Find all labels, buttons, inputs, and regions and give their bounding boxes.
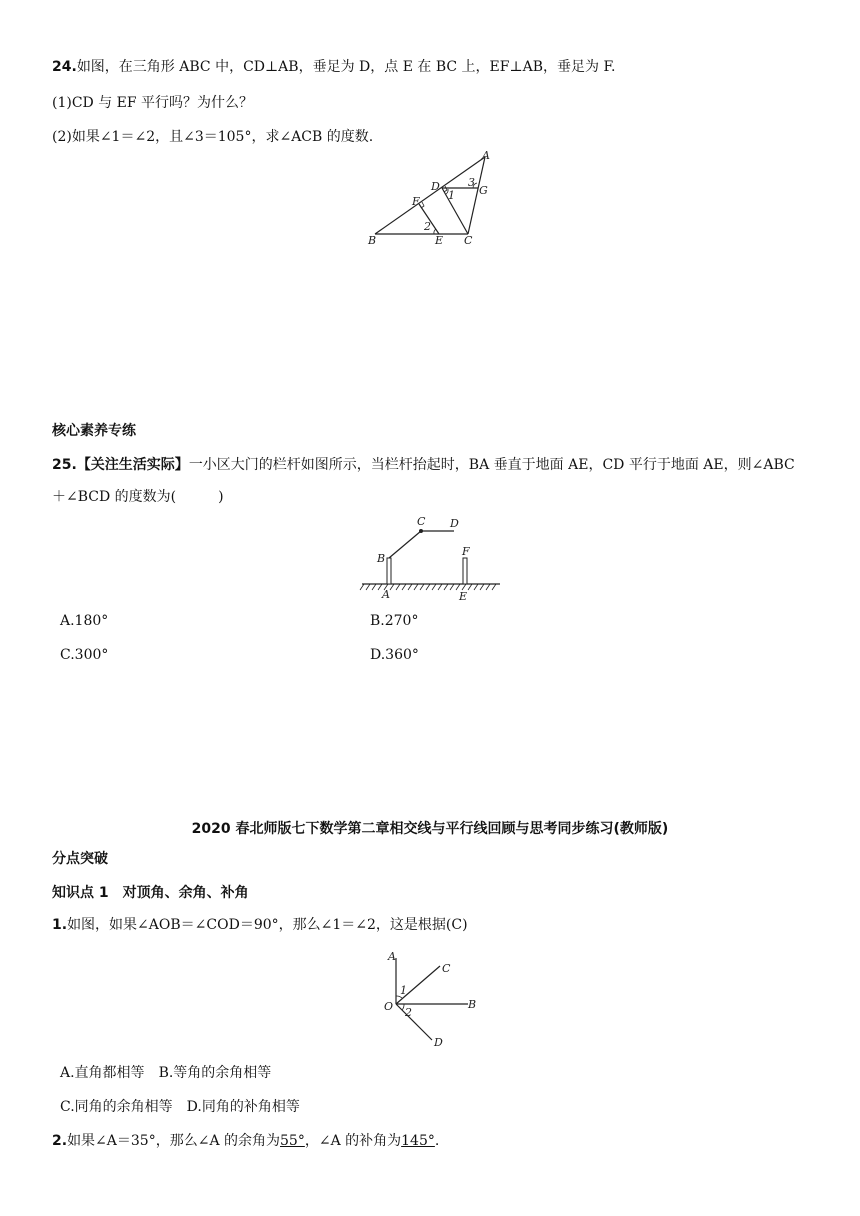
q25-label-a: A xyxy=(382,588,390,601)
q1-label-o: O xyxy=(384,1000,394,1013)
q25-number: 25. xyxy=(52,457,77,473)
q25-stem-text: 一小区大门的栏杆如图所示，当栏杆抬起时，BA 垂直于地面 AE，CD 平行于地面 AE，则∠ABC xyxy=(188,457,795,473)
q2-text-c: . xyxy=(434,1133,440,1149)
q1-options-line1 xyxy=(60,1064,271,1082)
q24-angle-3: 3 xyxy=(468,176,475,189)
q24-label-e: E xyxy=(435,234,444,247)
q2-text-b: ，∠A 的补角为 xyxy=(304,1133,402,1149)
q1-angle-1: 1 xyxy=(400,984,407,997)
q25-option-a: A.180° xyxy=(60,613,109,629)
q24-triangle-figure xyxy=(360,148,510,248)
q24-label-d: D xyxy=(431,180,440,193)
q24-label-g: G xyxy=(479,184,488,197)
q24-label-c: C xyxy=(464,234,473,247)
q1-option-b: B.等角的余角相等 xyxy=(158,1065,272,1081)
q2-stem xyxy=(52,1132,439,1150)
q25-label-e: E xyxy=(459,590,468,603)
q1-options-line2 xyxy=(60,1098,300,1116)
subsection-title: 分点突破 xyxy=(52,851,108,867)
q24-stem xyxy=(52,58,615,76)
q24-part1: (1)CD 与 EF 平行吗？为什么？ xyxy=(52,95,254,111)
q24-angle-2: 2 xyxy=(424,220,431,233)
q1-angle-figure xyxy=(378,944,488,1050)
q25-label-f: F xyxy=(462,545,470,558)
q25-option-d: D.360° xyxy=(370,647,419,663)
q25-label-b: B xyxy=(377,552,386,565)
q1-number: 1. xyxy=(52,917,68,933)
q25-label-d: D xyxy=(450,517,459,530)
q1-option-d: D.同角的补角相等 xyxy=(186,1099,300,1115)
q1-label-d: D xyxy=(434,1036,443,1049)
q25-option-b: B.270° xyxy=(370,613,419,629)
q1-label-a: A xyxy=(388,950,396,963)
q24-part2: (2)如果∠1＝∠2，且∠3＝105°，求∠ACB 的度数. xyxy=(52,129,374,145)
q24-stem-text: 如图，在三角形 ABC 中，CD⊥AB，垂足为 D，点 E 在 BC 上，EF⊥AB，垂足为 F. xyxy=(76,59,616,75)
section-title: 核心素养专练 xyxy=(52,423,136,439)
q24-label-a: A xyxy=(482,149,490,162)
q1-angle-2: 2 xyxy=(405,1006,412,1019)
q1-option-c: C.同角的余角相等 xyxy=(60,1099,173,1115)
q2-text-a: 如果∠A＝35°，那么∠A 的余角为 xyxy=(67,1133,281,1149)
q25-stem-line1 xyxy=(52,456,795,474)
q24-label-f: F xyxy=(412,195,420,208)
q24-number: 24. xyxy=(52,59,77,75)
q24-label-b: B xyxy=(368,234,377,247)
q25-tag: 【关注生活实际】 xyxy=(76,457,189,473)
q1-label-c: C xyxy=(442,962,451,975)
q25-gate-figure xyxy=(358,514,504,604)
q1-stem xyxy=(52,916,468,934)
knowledge-point-title: 知识点 1 对顶角、余角、补角 xyxy=(52,885,249,901)
q25-stem-line2: ＋∠BCD 的度数为( ) xyxy=(52,489,224,505)
q1-option-a: A.直角都相等 xyxy=(60,1065,145,1081)
q1-stem-text: 如图，如果∠AOB＝∠COD＝90°，那么∠1＝∠2，这是根据(C) xyxy=(67,917,468,933)
q1-label-b: B xyxy=(468,998,477,1011)
document-title: 2020 春北师版七下数学第二章相交线与平行线回顾与思考同步练习(教师版) xyxy=(191,821,669,837)
q25-label-c: C xyxy=(417,515,426,528)
q25-option-c: C.300° xyxy=(60,647,109,663)
q2-number: 2. xyxy=(52,1133,68,1149)
q24-angle-1: 1 xyxy=(448,189,455,202)
q2-answer-supplement: 145° xyxy=(401,1133,435,1149)
q2-answer-complement: 55° xyxy=(280,1133,305,1149)
